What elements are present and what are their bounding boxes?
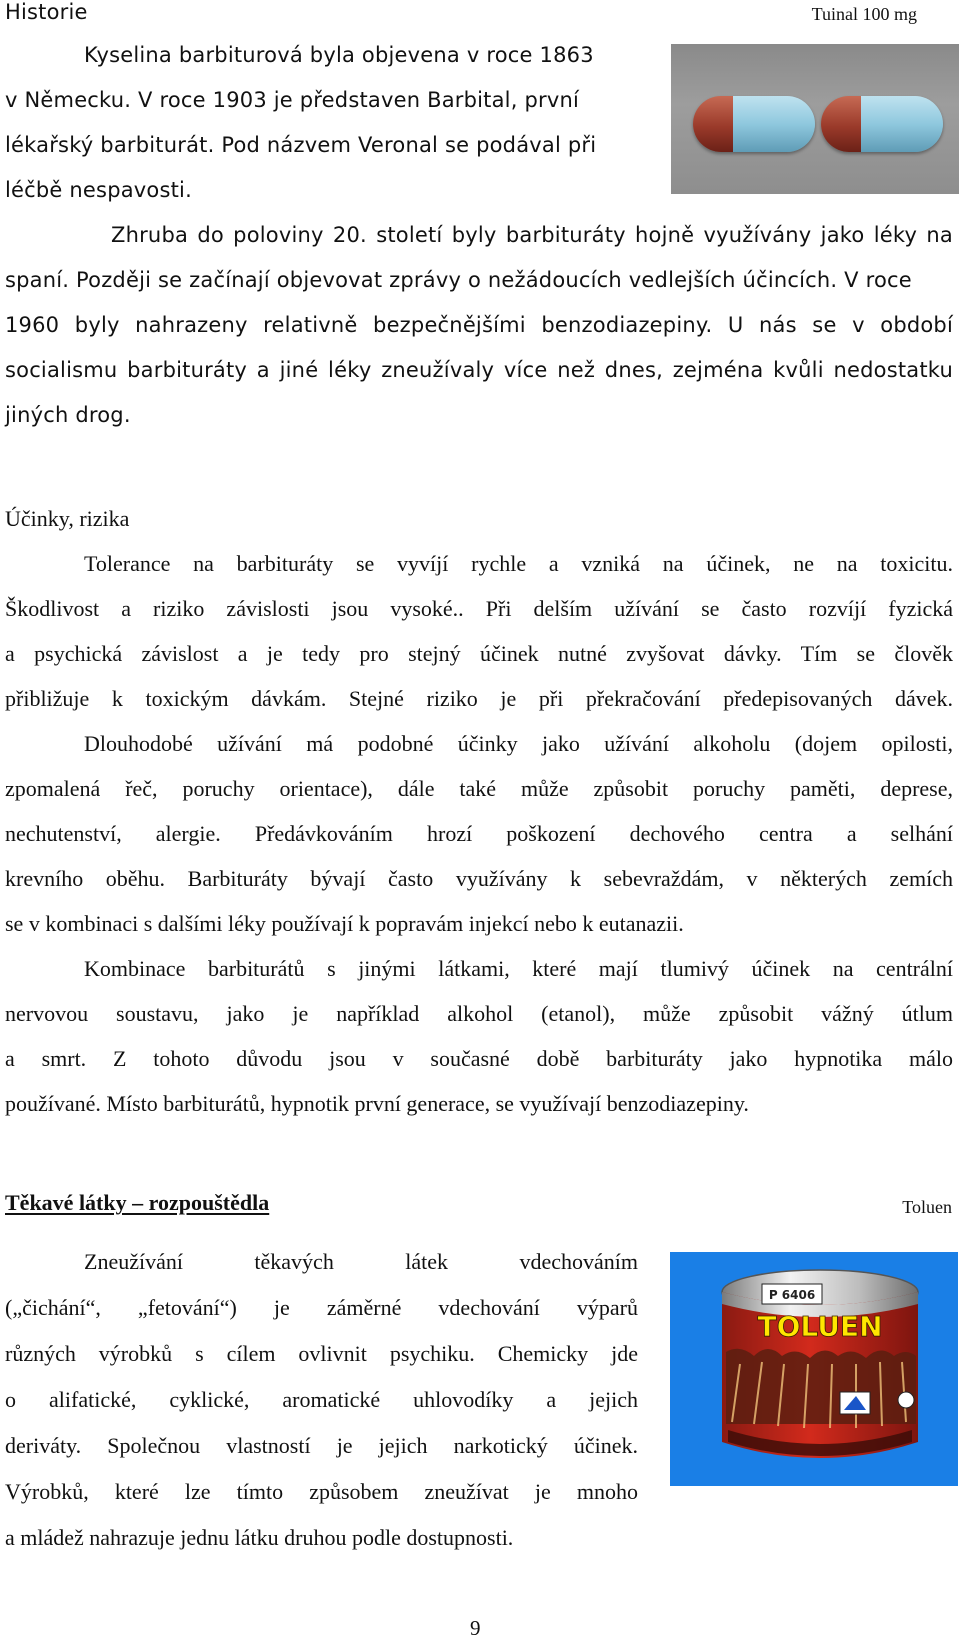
historie-line-8: socialismu barbituráty a jiné léky zneužívaly více než dnes, zejména kvůli nedostatku [5,358,953,382]
capsule-left [693,96,815,152]
ucinky-line-6: zpomalená řeč, poruchy orientace), dále také může způsobit poruchy paměti, deprese, [5,776,953,801]
ucinky-line-3: a psychická závislost a je tedy pro stejný účinek nutné zvyšovat dávky. Tím se člověk [5,641,953,666]
historie-line-9: jiných drog. [5,403,131,427]
section-title-historie: Historie [5,0,88,24]
image-caption-toluen: Toluen [902,1197,952,1217]
ucinky-line-4: přibližuje k toxickým dávkám. Stejné riziko je při překračování předepisovaných dávek. [5,686,953,711]
ucinky-line-11: nervovou soustavu, jako je například alkohol (etanol), může způsobit vážný útlum [5,1001,953,1026]
tekave-line-3: různých výrobků s cílem ovlivnit psychiku. Chemicky jde [5,1341,638,1366]
historie-line-5: Zhruba do poloviny 20. století byly barbituráty hojně využívány jako léky na [111,223,953,247]
page-number: 9 [470,1616,481,1640]
can-code-label: P 6406 [768,1288,816,1302]
toluen-can-illustration [670,1252,958,1486]
tekave-line-2: („čichání“, „fetování“) je záměrné vdechování výparů [5,1295,638,1320]
historie-line-6: spaní. Později se začínají objevovat zprávy o nežádoucích vedlejších účincích. V roce [5,268,912,292]
ucinky-line-12: a smrt. Z tohoto důvodu jsou v současné době barbituráty jako hypnotika málo [5,1046,953,1071]
ucinky-line-7: nechutenství, alergie. Předávkováním hrozí poškození dechového centra a selhání [5,821,953,846]
tekave-line-6: Výrobků, které lze tímto způsobem zneužívat je mnoho [5,1479,638,1504]
capsule-right [821,96,943,152]
toluen-can-image [670,1252,958,1486]
historie-line-7: 1960 byly nahrazeny relativně bezpečnějšími benzodiazepiny. U nás se v období [5,313,953,337]
tekave-line-7: a mládež nahrazuje jednu látku druhou podle dostupnosti. [5,1525,514,1550]
tekave-line-5: deriváty. Společnou vlastností je jejich narkotický účinek. [5,1433,638,1458]
ucinky-line-13: používané. Místo barbiturátů, hypnotik první generace, se využívají benzodiazepiny. [5,1091,749,1116]
historie-line-4: léčbě nespavosti. [5,178,192,202]
section-title-ucinky: Účinky, rizika [5,506,130,531]
ucinky-line-8: krevního oběhu. Barbituráty bývají často využívány k sebevraždám, v některých zemích [5,866,953,891]
ucinky-line-10: Kombinace barbiturátů s jinými látkami, které mají tlumivý účinek na centrální [84,956,953,981]
image-caption-tuinal: Tuinal 100 mg [811,4,917,24]
tekave-line-4: o alifatické, cyklické, aromatické uhlovodíky a jejich [5,1387,638,1412]
historie-line-3: lékařský barbiturát. Pod názvem Veronal se podával při [5,133,597,157]
ucinky-line-5: Dlouhodobé užívání má podobné účinky jako užívání alkoholu (dojem opilosti, [84,731,953,756]
ucinky-line-2: Škodlivost a riziko závislosti jsou vysoké.. Při delším užívání se často rozvíjí fyzická [5,596,953,621]
ucinky-line-1: Tolerance na barbituráty se vyvíjí rychle a vzniká na účinek, ne na toxicitu. [84,551,953,576]
historie-line-1: Kyselina barbiturová byla objevena v roce 1863 [84,43,594,67]
tekave-line-1: Zneužívání těkavých látek vdechováním [84,1249,638,1274]
historie-line-2: v Německu. V roce 1903 je představen Barbital, první [5,88,580,112]
ucinky-line-9: se v kombinaci s dalšími léky používají k popravám injekcí nebo k eutanazii. [5,911,684,936]
section-title-tekave-latky: Těkavé látky – rozpouštědla [5,1190,270,1215]
tuinal-capsules-image [671,44,959,194]
can-brand-label: TOLUEN [757,1310,883,1343]
